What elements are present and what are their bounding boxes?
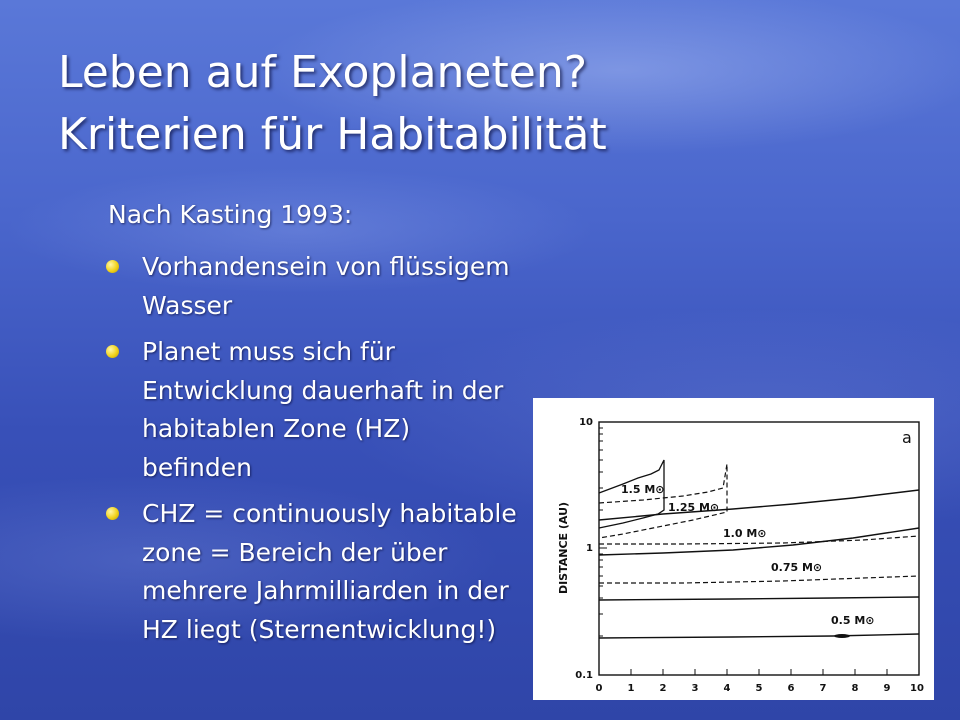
curve-label-1-0: 1.0 M⊙ — [723, 527, 767, 540]
curve-label-1-25: 1.25 M⊙ — [668, 501, 720, 514]
intro-text: Nach Kasting 1993: — [108, 200, 353, 229]
curve-blot — [834, 634, 850, 638]
x-tick-label: 1 — [627, 683, 635, 694]
curve-0-75-msun-inner — [599, 576, 919, 583]
bullet-item — [100, 333, 520, 487]
y-tick-label: 0.1 — [575, 670, 593, 681]
curve-0-5-msun-outer — [599, 597, 919, 600]
x-tick-label: 0 — [595, 683, 603, 694]
slide-title — [58, 42, 607, 166]
x-ticks — [631, 669, 887, 675]
x-tick-label: 7 — [819, 683, 827, 694]
bullet-text: CHZ = continuously habitable zone = Bereich der über mehrere Jahrmilliarden in der HZ liegt (Sternentwicklung!) — [142, 499, 517, 644]
x-tick-label: 2 — [659, 683, 667, 694]
x-tick-label: 8 — [851, 683, 859, 694]
bullet-item — [100, 248, 520, 325]
curve-label-0-75: 0.75 M⊙ — [771, 561, 823, 574]
x-tick-label: 4 — [723, 683, 731, 694]
bullet-item — [100, 495, 520, 649]
bullet-list — [100, 248, 520, 657]
slide-title-line-2: Kriterien für Habitabilität — [58, 109, 607, 160]
curve-0-5-msun-inner — [599, 634, 919, 638]
x-tick-label: 3 — [691, 683, 699, 694]
curve-label-0-5: 0.5 M⊙ — [831, 614, 875, 627]
bullet-icon — [106, 507, 119, 520]
slide-title-line-1: Leben auf Exoplaneten? — [58, 47, 588, 98]
y-tick-label: 10 — [579, 417, 593, 428]
panel-label: a — [902, 428, 912, 447]
bullet-text: Planet muss sich für Entwicklung dauerhaft in der habitablen Zone (HZ) befinden — [142, 337, 504, 482]
curve-label-1-5: 1.5 M⊙ — [621, 483, 665, 496]
y-ticks — [599, 422, 607, 675]
y-tick-label: 1 — [586, 543, 593, 554]
bullet-icon — [106, 260, 119, 273]
y-axis-label: DISTANCE (AU) — [557, 501, 570, 595]
bullet-icon — [106, 345, 119, 358]
habitable-zone-figure — [533, 398, 934, 700]
habitable-zone-plot — [533, 398, 934, 700]
x-tick-label: 5 — [755, 683, 763, 694]
x-tick-label: 9 — [883, 683, 891, 694]
bullet-text: Vorhandensein von flüssigem Wasser — [142, 252, 510, 320]
x-tick-label: 10 — [910, 683, 924, 694]
x-tick-label: 6 — [787, 683, 795, 694]
